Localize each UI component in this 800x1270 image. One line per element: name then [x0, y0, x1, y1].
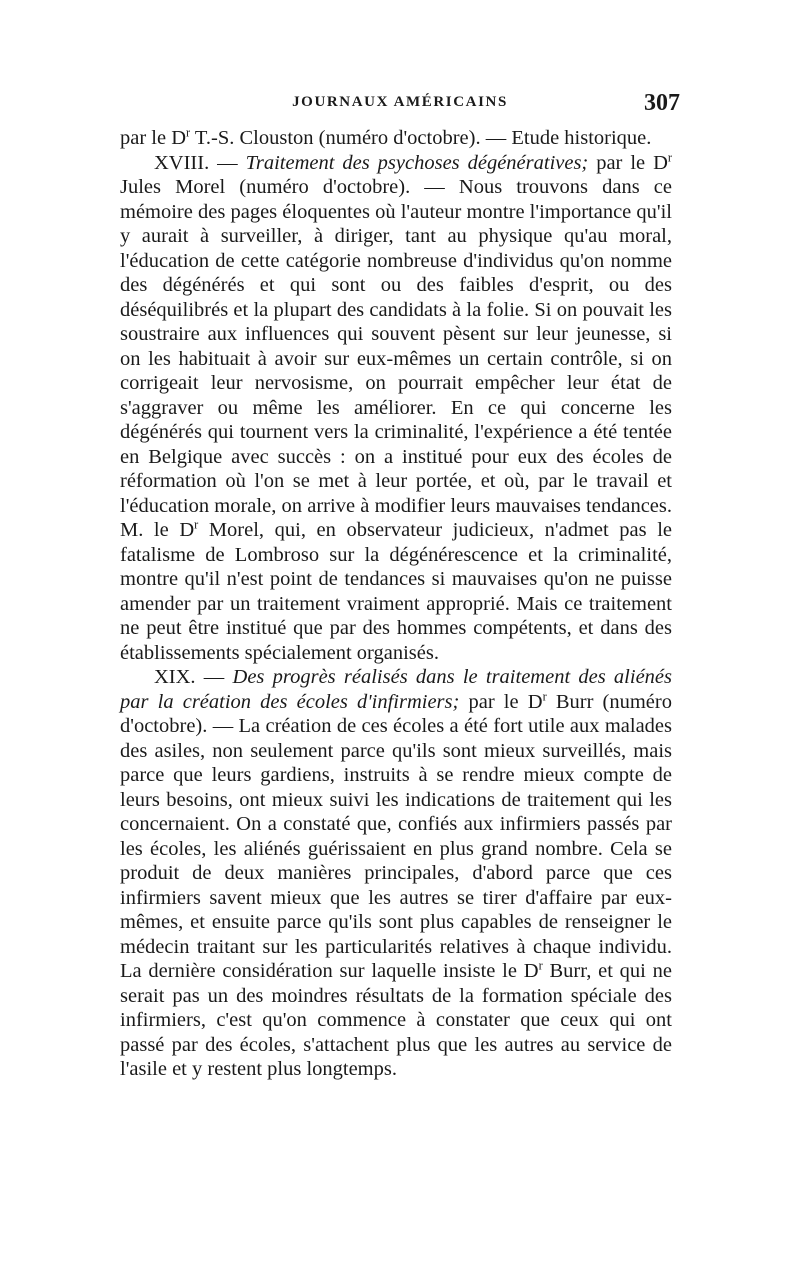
text-run: Jules Morel (numéro d'octobre). — Nous trouvons dans ce mémoire des pages éloquentes où l'auteur montre l'importance qu'il y aurait à surveiller, à diriger, tant au physique qu'au moral, l'éducation de cette catégorie nombreuse d'individus qu'on nomme des dégénérés et qui sont ou des faibles d'esprit, ou des déséquilibrés et la plupart des candidats à la folie. Si on pouvait les soustraire aux influences qui souvent pèsent sur leur jeunesse, si on les habituait à avoir sur eux-mêmes un certain contrôle, si on corrigeait leur nervosisme, on pourrait empêcher leur état de s'aggraver ou même les améliorer. En ce qui concerne les dégénérés qui tournent vers la criminalité, l'expérience a été tentée en Belgique avec succès : on a institué pour eux des écoles de réformation où l'on se met à leur portée, et où, par le travail et l'éducation morale, on arrive à modifier leurs mauvaises tendances. M. le D — [120, 176, 672, 541]
superscript-abbrev: r — [667, 150, 672, 165]
text-run: Burr (numéro d'octobre). — La création de ces écoles a été fort utile aux malades des asiles, non seulement parce qu'ils sont mieux surveillés, mais parce que leurs gardiens, instruits à se rendre mieux compte de leurs besoins, ont mieux suivi les indications de traitement qui les concernaient. On a constaté que, confiés aux infirmiers passés par les écoles, les aliénés guérissaient en plus grand nombre. Cela se produit de deux manières principales, d'abord parce que ces infirmiers savent mieux que les autres se tirer d'affaire par eux-mêmes, et ensuite parce qu'ils sont plus capables de renseigner le médecin traitant sur les particularités relatives à chaque individu. La dernière considération sur laquelle insiste le D — [120, 690, 672, 982]
superscript-abbrev: r — [194, 517, 199, 532]
page-number: 307 — [644, 90, 680, 116]
paragraph-continuation — [120, 126, 672, 151]
superscript-abbrev: r — [542, 689, 547, 704]
paragraph-section-xix — [120, 665, 672, 1082]
paragraph-section-xviii — [120, 151, 672, 666]
text-run: T.-S. Clouston (numéro d'octobre). — Etude historique. — [190, 127, 652, 149]
text-run: XVIII. — — [154, 151, 246, 174]
article-title: Traitement des psychoses dégénératives; — [245, 151, 589, 174]
body-text — [120, 126, 672, 1082]
text-run: XIX. — — [154, 666, 233, 688]
article-title: Des progrès réalisés dans le traitement des aliénés par la création des écoles d'infirmiers; — [120, 666, 673, 713]
text-run: par le D — [588, 151, 668, 174]
text-run: Burr, et qui ne serait pas un des moindres résultats de la formation spéciale des infirmiers, c'est qu'on commence à constater que ceux qui ont passé par des écoles, s'attachent plus que les autres au service de l'asile et y restent plus longtemps. — [120, 960, 672, 1080]
text-run: par le D — [120, 127, 187, 149]
running-title: JOURNAUX AMÉRICAINS — [292, 94, 508, 110]
text-run: Morel, qui, en observateur judicieux, n'admet pas le fatalisme de Lombroso sur la dégénérescence et la criminalité, montre qu'il n'est point de tendances si mauvaises qu'on ne puisse amender par un traitement vraiment approprié. Mais ce traitement ne peut être institué que par des hommes compétents, et dans des établissements spécialement organisés. — [120, 519, 672, 664]
superscript-abbrev: r — [538, 958, 543, 973]
superscript-abbrev: r — [186, 125, 191, 140]
text-run: par le D — [459, 690, 543, 713]
page-header — [120, 90, 680, 120]
